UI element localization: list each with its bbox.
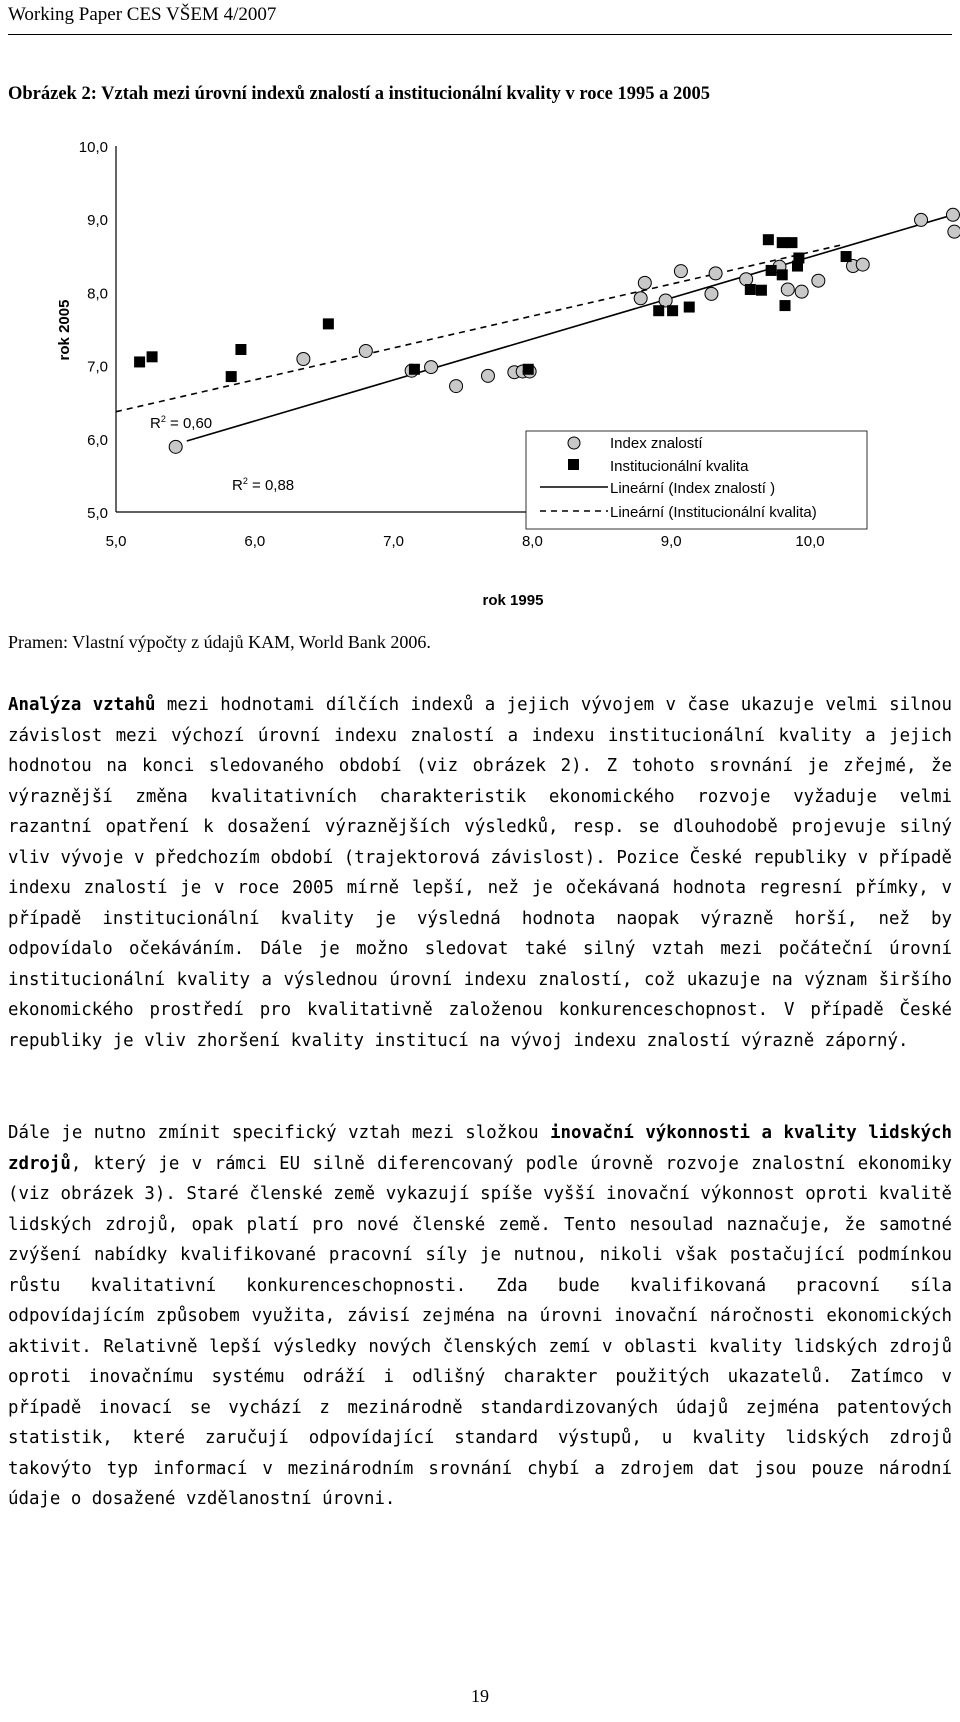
page-number: 19: [471, 1686, 489, 1706]
data-point-institucionalni-kvalita: [523, 364, 534, 375]
legend-label-index-znalosti: Index znalostí: [610, 435, 703, 452]
y-tick-label: 10,0: [78, 139, 108, 156]
data-point-index-znalosti: [450, 380, 463, 393]
data-point-index-znalosti: [915, 213, 928, 226]
y-tick-label: 5,0: [87, 505, 108, 522]
trendlines: [116, 215, 953, 441]
data-point-institucionalni-kvalita: [147, 351, 158, 362]
data-point-index-znalosti: [946, 208, 959, 221]
text-run: , který je v rámci EU silně diferencovaný podle úrovně rozvoje znalostní ekonomiky (viz obrázek 3). Staré členské země vykazují spíše vyšší inovační výkonnost oproti kvalitě lidských zdrojů, opak platí pro nové členské země. Tento nesoulad naznačuje, že samotné zvýšení nabídky kvalifikované pracovní síly je nutnou, nikoli však postačující podmínkou růstu kvalitativní konkurenceschopnosti. Zda bude kvalifikovaná pracovní síla odpovídajícím způsobem využita, závisí zejména na úrovni inovační náročnosti ekonomických aktivit. Relativně lepší výsledky nových členských zemí v oblasti kvality lidských zdrojů oproti inovačnímu systému odráží i odlišný charakter použitých ukazatelů. Zatímco v případě inovací se vychází z mezinárodně standardizovaných údajů zejména patentových statistik, které zaručují odpovídající standard výstupů, u kvality lidských zdrojů takovýto typ informací v mezinárodním srovnání chybí a zdrojem dat jsou pouze národní údaje o dosažené vzdělanostní úrovni.: [8, 1153, 952, 1509]
data-point-institucionalni-kvalita: [780, 300, 791, 311]
data-point-index-znalosti: [740, 273, 753, 286]
y-tick-label: 7,0: [87, 358, 108, 376]
figure-source: Pramen: Vlastní výpočty z údajů KAM, World Bank 2006.: [8, 632, 431, 652]
data-point-index-znalosti: [705, 287, 718, 300]
x-tick-label: 7,0: [383, 533, 405, 550]
data-point-institucionalni-kvalita: [841, 251, 852, 262]
data-point-institucionalni-kvalita: [667, 305, 678, 316]
trendline-institucionalni-kvalita: [116, 245, 842, 412]
legend-square-marker: [568, 459, 579, 470]
legend-circle-marker: [568, 437, 580, 449]
data-point-index-znalosti: [297, 353, 310, 366]
data-point-index-znalosti: [856, 258, 869, 271]
x-tick-label: 10,0: [795, 533, 825, 550]
data-point-index-znalosti: [812, 274, 825, 287]
x-tick-label: 8,0: [521, 533, 543, 550]
data-point-index-znalosti: [948, 225, 960, 238]
y-axis-label: rok 2005: [56, 299, 73, 361]
data-point-institucionalni-kvalita: [235, 344, 246, 355]
data-point-index-znalosti: [795, 285, 808, 298]
data-point-institucionalni-kvalita: [409, 364, 420, 375]
running-header: Working Paper CES VŠEM 4/2007: [8, 4, 952, 35]
data-point-institucionalni-kvalita: [745, 284, 756, 295]
data-point-institucionalni-kvalita: [786, 237, 797, 248]
bold-text-run: Analýza vztahů: [8, 695, 156, 715]
data-point-index-znalosti: [659, 294, 672, 307]
data-point-institucionalni-kvalita: [684, 302, 695, 313]
data-point-institucionalni-kvalita: [777, 237, 788, 248]
y-tick-label: 8,0: [87, 285, 108, 303]
data-point-index-znalosti: [634, 292, 647, 305]
x-tick-label: 5,0: [105, 533, 127, 550]
data-point-institucionalni-kvalita: [756, 285, 767, 296]
data-point-index-znalosti: [169, 440, 182, 453]
y-tick-label: 6,0: [87, 431, 108, 449]
text-run: mezi hodnotami dílčích indexů a jejich vývojem v čase ukazuje velmi silnou závislost mezi výchozí úrovní indexu znalostí a indexu institucionální kvality a jejich hodnotou na konci sledovaného období (viz obrázek 2). Z tohoto srovnání je zřejmé, že výraznější změna kvalitativních charakteristik ekonomického rozvoje vyžaduje velmi razantní opatření k dosažení výraznějších výsledků, resp. se dlouhodobě projevuje silný vliv vývoje v předchozím období (trajektorová závislost). Pozice České republiky v případě indexu znalostí je v roce 2005 mírně lepší, než je očekávaná hodnota regresní přímky, v případě institucionální kvality je výsledná hodnota naopak výrazně horší, než by odpovídalo očekáváním. Dále je možno sledovat také silný vztah mezi počáteční úrovní institucionální kvality a výslednou úrovní indexu znalostí, což ukazuje na význam širšího ekonomického prostředí pro kvalitativně založenou konkurenceschopnost. V případě České republiky je vliv zhoršení kvality institucí na vývoj indexu znalostí výrazně záporný.: [8, 695, 952, 1051]
data-point-index-znalosti: [638, 276, 651, 289]
legend-label-linearni-kvalita: Lineární (Institucionální kvalita): [610, 504, 817, 521]
data-point-institucionalni-kvalita: [653, 305, 664, 316]
figure-caption: Obrázek 2: Vztah mezi úrovní indexů znalostí a institucionální kvality v roce 1995 a 2005: [8, 84, 710, 104]
paragraph-2: [8, 1118, 952, 1515]
data-point-institucionalni-kvalita: [323, 318, 334, 329]
scatter-chart: [0, 130, 960, 609]
y-tick-label: 9,0: [87, 212, 108, 230]
text-run: Dále je nutno zmínit specifický vztah mezi složkou: [8, 1123, 551, 1143]
data-point-institucionalni-kvalita: [777, 269, 788, 280]
data-point-institucionalni-kvalita: [766, 265, 777, 276]
data-point-index-znalosti: [425, 361, 438, 374]
paragraph-1: [8, 690, 952, 1056]
data-point-index-znalosti: [481, 369, 494, 382]
x-tick-label: 6,0: [244, 533, 266, 550]
legend-label-institucionalni-kvalita: Institucionální kvalita: [610, 458, 749, 475]
data-point-index-znalosti: [709, 267, 722, 280]
bold-text-run: inovační výkonnosti a kvality lidských zdrojů: [8, 1123, 952, 1174]
data-point-institucionalni-kvalita: [134, 356, 145, 367]
x-axis-label: rok 1995: [482, 592, 544, 609]
data-points: [134, 208, 960, 453]
data-point-institucionalni-kvalita: [793, 252, 804, 263]
data-point-institucionalni-kvalita: [763, 234, 774, 245]
data-point-institucionalni-kvalita: [226, 371, 237, 382]
r2-annotation-1: $R^2 = 0,60$: [150, 414, 213, 432]
r2-annotation-2: $R^2 = 0,88$: [232, 476, 295, 494]
data-point-index-znalosti: [781, 283, 794, 296]
legend: [526, 431, 867, 529]
legend-label-linearni-index: Lineární (Index znalostí ): [610, 480, 776, 497]
trendline-index-znalosti: [187, 215, 953, 441]
x-tick-label: 9,0: [660, 533, 682, 550]
data-point-index-znalosti: [359, 344, 372, 357]
data-point-index-znalosti: [674, 265, 687, 278]
